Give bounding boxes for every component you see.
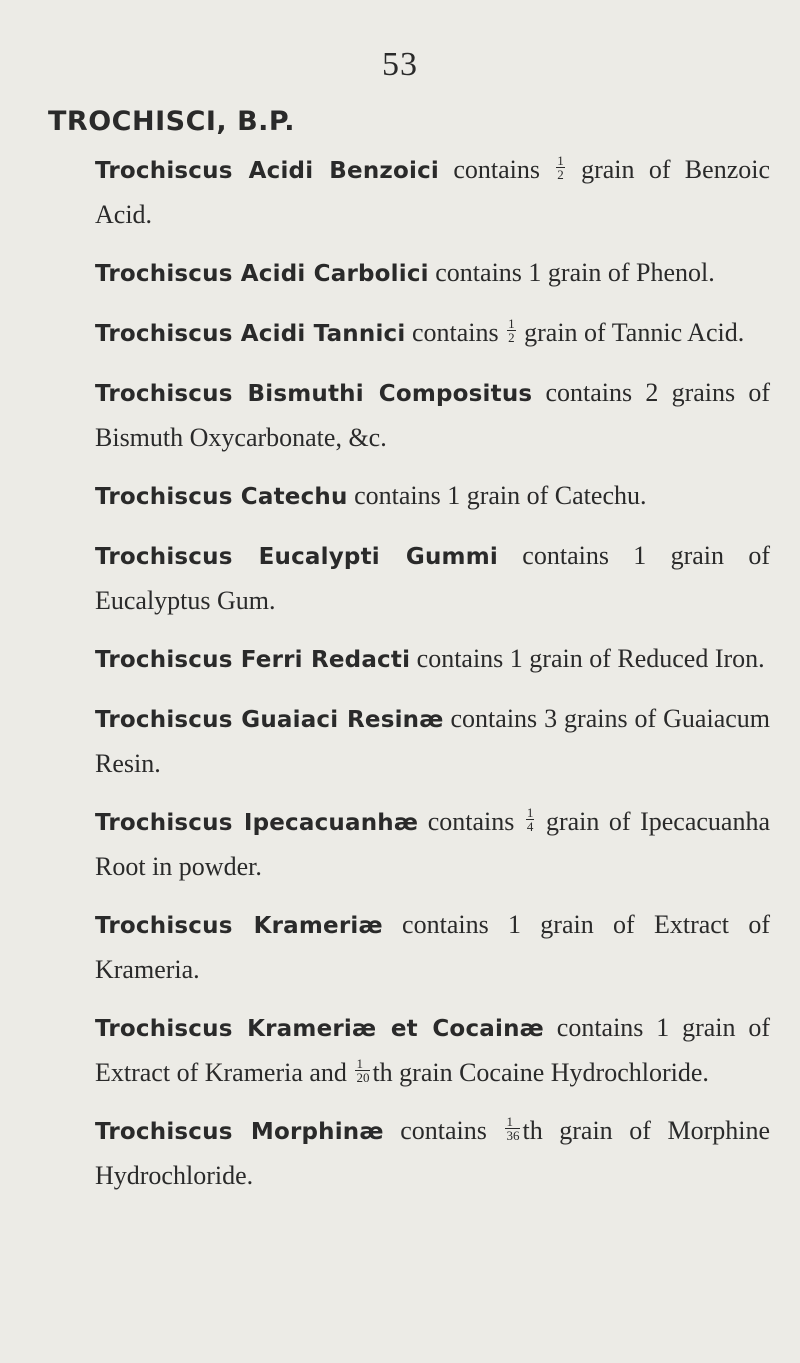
fraction-denominator: 36 [506,1127,520,1143]
entry-bismuthi [95,371,770,459]
entry-ferri [95,637,770,682]
entry-name: Trochiscus Guaiaci Resinæ [95,707,444,733]
entry-text-after: grain of Tannic Acid. [517,318,745,347]
fraction [505,1115,520,1142]
entry-name: Trochiscus Eucalypti Gummi [95,544,498,570]
entry-name: Trochiscus Acidi Carbolici [95,261,429,287]
fraction-denominator: 2 [508,329,515,345]
fraction-numerator: 1 [355,1057,370,1071]
entry-text: contains 1 grain of Reduced Iron. [410,644,765,673]
fraction-denominator: 2 [557,166,564,182]
entry-name: Trochiscus Ferri Redacti [95,647,411,673]
entry-text-after: th grain Cocaine Hydrochloride. [372,1058,709,1087]
section-heading: TROCHISCI, B.P. [48,106,296,137]
entry-catechu [95,474,770,519]
entry-text: contains 3 grains of Guaiacum Resin. [95,704,771,778]
entry-name: Trochiscus Krameriæ et Cocainæ [95,1016,544,1042]
entry-text: contains [439,155,555,184]
entry-name: Trochiscus Morphinæ [95,1119,384,1145]
entry-benzoici [95,148,770,236]
fraction-numerator: 1 [508,315,515,331]
entry-krameriae [95,903,770,991]
entry-name: Trochiscus Krameriæ [95,913,383,939]
entry-list [95,148,770,1212]
entry-text: contains 1 grain of Extract of Krameria. [95,910,770,984]
fraction-numerator: 1 [526,804,534,820]
entry-krameriae-cocainae [95,1006,770,1094]
fraction-denominator: 4 [526,818,534,834]
entry-tannici [95,311,770,356]
fraction-numerator: 1 [505,1115,520,1129]
entry-text: contains 2 grains of Bismuth Oxycarbonate, &c. [95,378,770,452]
entry-name: Trochiscus Acidi Benzoici [95,158,439,184]
entry-name: Trochiscus Ipecacuanhæ [95,810,419,836]
entry-text-after: grain of Benzoic Acid. [95,155,770,229]
entry-eucalypti [95,534,770,622]
entry-text: contains 1 grain of Phenol. [428,258,715,287]
entry-text: contains [418,807,524,836]
entry-text: contains 1 grain of Catechu. [347,481,647,510]
entry-guaiaci [95,697,770,785]
fraction [526,806,535,833]
entry-name: Trochiscus Catechu [95,484,348,510]
entry-name: Trochiscus Acidi Tannici [95,321,406,347]
entry-name: Trochiscus Bismuthi Compositus [95,381,533,407]
entry-text: contains 1 grain of Eucalyptus Gum. [95,541,771,615]
fraction [556,154,565,181]
fraction [355,1057,370,1084]
entry-text-after: grain of Ipecacuanha Root in powder. [95,807,770,881]
entry-text: contains [383,1116,504,1145]
entry-ipecacuanhae [95,800,770,888]
entry-morphinae [95,1109,770,1197]
entry-text-after: th grain of Morphine Hydrochloride. [95,1116,770,1190]
fraction-denominator: 20 [356,1069,370,1085]
entry-text: contains [405,318,506,347]
entry-text: contains 1 grain of Extract of Krameria and [95,1013,770,1087]
fraction-numerator: 1 [557,152,564,168]
page-number: 53 [382,46,418,83]
entry-carbolici [95,251,770,296]
fraction [507,317,516,344]
